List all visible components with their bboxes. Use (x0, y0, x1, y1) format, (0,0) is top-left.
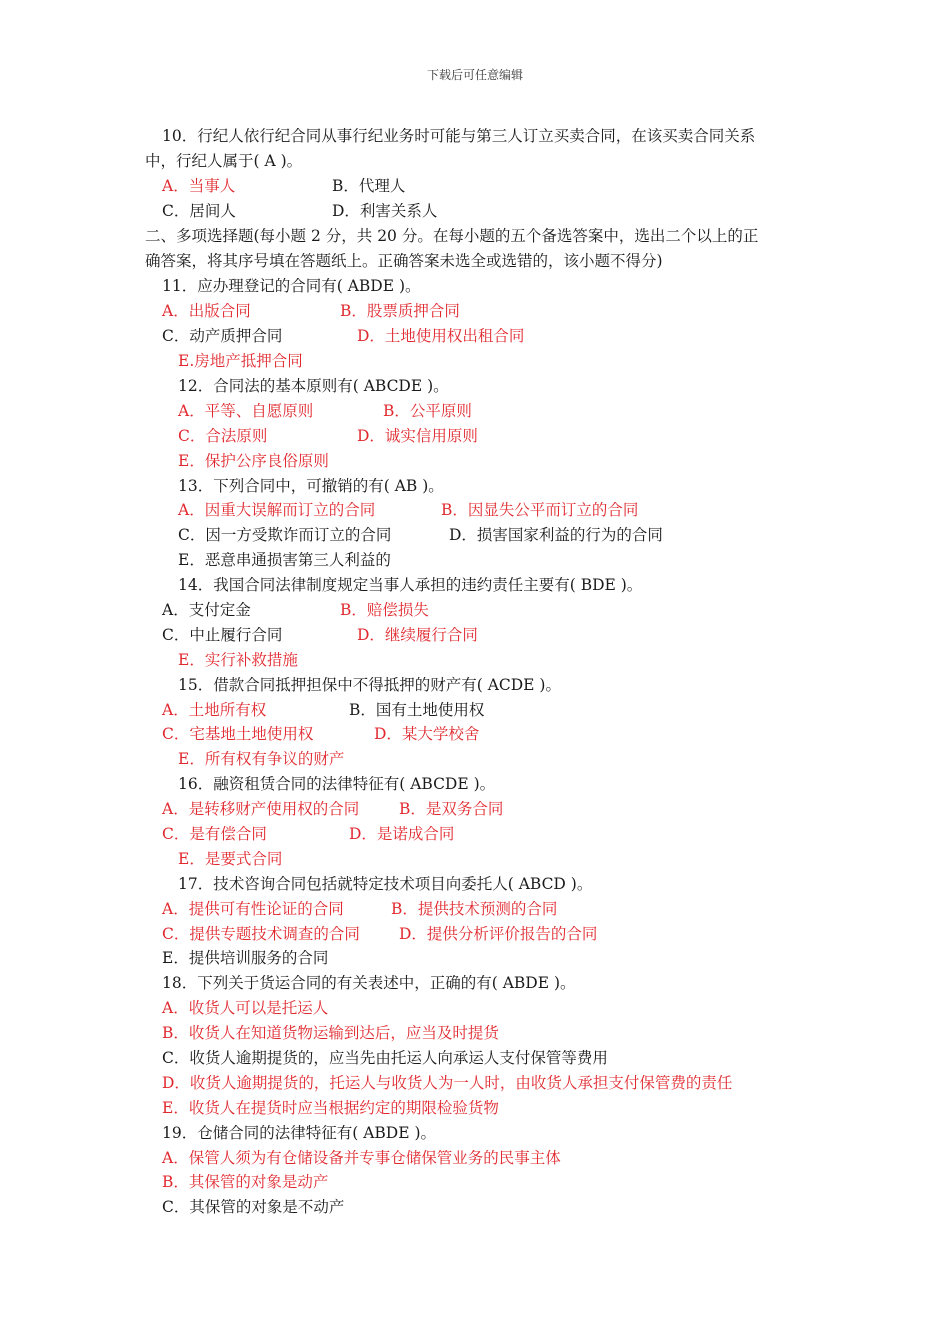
text-line: A．保管人须为有仓储设备并专事仓储保管业务的民事主体 (162, 1149, 561, 1167)
option-text: B．是双务合同 (399, 800, 504, 818)
text-line: E．实行补救措施 (178, 651, 298, 669)
text-line: 确答案，将其序号填在答题纸上。正确答案未选全或选错的，该小题不得分) (145, 252, 663, 270)
option-text: D．土地使用权出租合同 (357, 327, 525, 345)
text-line: 18．下列关于货运合同的有关表述中，正确的有( ABDE )。 (162, 974, 576, 992)
text-line: 中，行纪人属于( A )。 (145, 152, 303, 170)
text-line: 11．应办理登记的合同有( ABDE )。 (162, 277, 421, 295)
text-line: 17．技术咨询合同包括就特定技术项目向委托人( ABCD )。 (178, 875, 593, 893)
text-line: E．是要式合同 (178, 850, 283, 868)
text-line: 19．仓储合同的法律特征有( ABDE )。 (162, 1124, 436, 1142)
option-text: B．代理人 (332, 177, 406, 195)
text-line: A．提供可有性论证的合同 (162, 900, 344, 918)
text-line: 16．融资租赁合同的法律特征有( ABCDE )。 (178, 775, 496, 793)
option-text: D．损害国家利益的行为的合同 (449, 526, 663, 544)
option-text: D．利害关系人 (332, 202, 438, 220)
text-line: C．合法原则 (178, 427, 268, 445)
text-line: E.房地产抵押合同 (178, 352, 303, 370)
option-text: B．公平原则 (383, 402, 472, 420)
text-line: C．中止履行合同 (162, 626, 283, 644)
text-line: E．恶意串通损害第三人利益的 (178, 551, 391, 569)
text-line: A．是转移财产使用权的合同 (162, 800, 360, 818)
text-line: 15．借款合同抵押担保中不得抵押的财产有( ACDE )。 (178, 676, 561, 694)
text-line: 14．我国合同法律制度规定当事人承担的违约责任主要有( BDE )。 (178, 576, 643, 594)
option-text: B．股票质押合同 (340, 302, 460, 320)
text-line: C．动产质押合同 (162, 327, 283, 345)
text-line: E．所有权有争议的财产 (178, 750, 345, 768)
text-line: C．提供专题技术调查的合同 (162, 925, 360, 943)
text-line: A．土地所有权 (162, 701, 267, 719)
page-header: 下载后可任意编辑 (426, 68, 523, 82)
text-line: A．平等、自愿原则 (178, 402, 314, 420)
option-text: D．提供分析评价报告的合同 (399, 925, 598, 943)
text-line: A．因重大误解而订立的合同 (178, 501, 376, 519)
option-text: D．诚实信用原则 (357, 427, 478, 445)
option-text: D．继续履行合同 (357, 626, 478, 644)
text-line: A．收货人可以是托运人 (162, 999, 329, 1017)
option-text: B．国有土地使用权 (349, 701, 485, 719)
text-line: B．其保管的对象是动产 (162, 1173, 329, 1191)
text-line: 13．下列合同中，可撤销的有( AB )。 (178, 477, 444, 495)
option-text: B．赔偿损失 (340, 601, 429, 619)
option-text: D．是诺成合同 (349, 825, 455, 843)
text-line: C．居间人 (162, 202, 236, 220)
text-line: E．提供培训服务的合同 (162, 949, 329, 967)
option-text: D．某大学校舍 (374, 725, 480, 743)
text-line: E．收货人在提货时应当根据约定的期限检验货物 (162, 1099, 499, 1117)
text-line: 二、多项选择题(每小题 2 分，共 20 分。在每小题的五个备选答案中，选出二个以上的正 (145, 227, 759, 245)
text-line: A．当事人 (162, 177, 236, 195)
text-line: B．收货人在知道货物运输到达后，应当及时提货 (162, 1024, 499, 1042)
option-text: B．提供技术预测的合同 (391, 900, 558, 918)
text-line: 12．合同法的基本原则有( ABCDE )。 (178, 377, 449, 395)
text-line: C．宅基地土地使用权 (162, 725, 314, 743)
option-text: B．因显失公平而订立的合同 (441, 501, 639, 519)
text-line: C．因一方受欺诈而订立的合同 (178, 526, 392, 544)
text-line: A．出版合同 (162, 302, 251, 320)
text-line: 10．行纪人依行纪合同从事行纪业务时可能与第三人订立买卖合同，在该买卖合同关系 (162, 127, 756, 145)
text-line: A．支付定金 (162, 601, 251, 619)
text-line: D．收货人逾期提货的，托运人与收货人为一人时，由收货人承担支付保管费的责任 (162, 1074, 733, 1092)
text-line: E．保护公序良俗原则 (178, 452, 329, 470)
text-line: C．收货人逾期提货的，应当先由托运人向承运人支付保管等费用 (162, 1049, 608, 1067)
text-line: C．其保管的对象是不动产 (162, 1198, 345, 1216)
text-line: C．是有偿合同 (162, 825, 267, 843)
